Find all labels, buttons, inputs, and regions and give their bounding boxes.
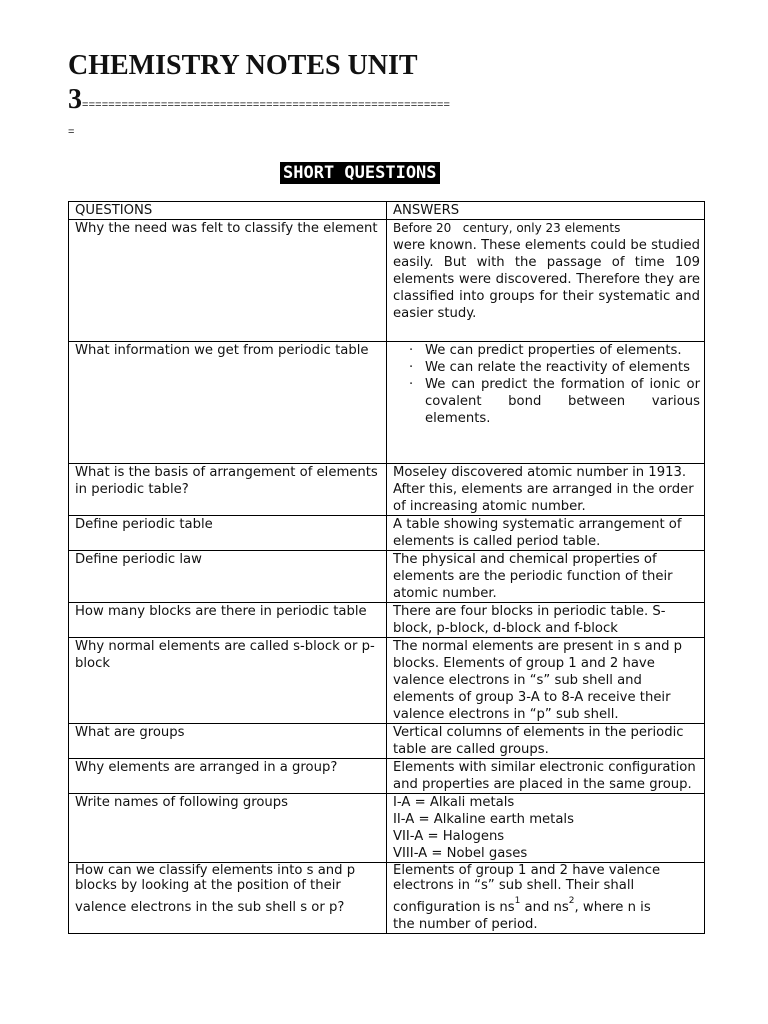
table-header-row [69, 202, 705, 220]
question-cell: What is the basis of arrangement of elements in periodic table? [69, 464, 387, 516]
table-row [69, 464, 705, 516]
title-rule: ======================================================== [82, 99, 451, 111]
answer-text: Elements of group 1 and 2 have valence electrons in “s” sub shell. Their shall [393, 863, 661, 893]
table-row [69, 759, 705, 794]
table-row [69, 342, 705, 464]
question-cell: Why normal elements are called s-block or p-block [69, 638, 387, 724]
answer-text: were known. These elements could be studied easily. But with the passage of time 109 elements were discovered. Therefore they are classified into groups for their systematic and easier study. [393, 238, 700, 321]
table-row [69, 551, 705, 603]
answer-cell: The physical and chemical properties of elements are the periodic function of their atomic number. [387, 551, 705, 603]
answer-first-line [393, 220, 700, 237]
table-row [69, 603, 705, 638]
group-name-line: VIII-A = Nobel gases [393, 846, 528, 861]
answer-cell: Vertical columns of elements in the periodic table are called groups. [387, 724, 705, 759]
table-row [69, 724, 705, 759]
title-text: CHEMISTRY NOTES UNIT [68, 50, 418, 81]
document-title [68, 50, 708, 82]
table-row [69, 794, 705, 863]
superscript: 2 [568, 896, 575, 906]
answer-cell [387, 863, 705, 934]
list-item: · We can relate the reactivity of elements [411, 359, 700, 376]
answer-cell: A table showing systematic arrangement of elements is called period table. [387, 516, 705, 551]
table-row [69, 220, 705, 342]
section-heading: SHORT QUESTIONS [280, 162, 440, 184]
qa-table [68, 201, 705, 934]
answer-text-part: configuration is ns [393, 900, 515, 915]
answer-cell: The normal elements are present in s and p blocks. Elements of group 1 and 2 have valence electrons in “s” sub shell and elements of group 3-A to 8-A receive their valence electrons in “p” sub shell. [387, 638, 705, 724]
answer-text-part: and ns [520, 900, 569, 915]
group-name-line: I-A = Alkali metals [393, 795, 515, 810]
answer-text-part: Before 20 [393, 221, 452, 235]
question-text: How can we classify elements into s and p blocks by looking at the position of their [75, 863, 356, 893]
question-cell: What are groups [69, 724, 387, 759]
question-cell: Define periodic law [69, 551, 387, 603]
answer-text-part: century, only 23 elements [451, 221, 621, 235]
superscript: 1 [514, 896, 521, 906]
list-item: · We can predict properties of elements. [411, 342, 700, 359]
title-number-line [68, 84, 708, 121]
answer-cell [387, 220, 705, 342]
question-cell: What information we get from periodic table [69, 342, 387, 464]
answer-bullet-list [387, 342, 700, 427]
question-cell: Define periodic table [69, 516, 387, 551]
title-rule-end: = [68, 126, 75, 138]
table-row [69, 863, 705, 934]
answer-text-part: , where n is [574, 900, 651, 915]
column-header-answers: ANSWERS [387, 202, 705, 220]
question-cell: How many blocks are there in periodic table [69, 603, 387, 638]
question-cell: Why the need was felt to classify the element [69, 220, 387, 342]
question-text: valence electrons in the sub shell s or p? [75, 900, 345, 915]
group-name-line: VII-A = Halogens [393, 829, 505, 844]
question-cell [69, 863, 387, 934]
answer-cell: There are four blocks in periodic table. S-block, p-block, d-block and f-block [387, 603, 705, 638]
table-row [69, 638, 705, 724]
title-number: 3 [68, 84, 82, 115]
group-name-line: II-A = Alkaline earth metals [393, 812, 574, 827]
question-cell: Write names of following groups [69, 794, 387, 863]
answer-text: the number of period. [393, 917, 538, 932]
answer-text [393, 896, 700, 916]
answer-cell: Moseley discovered atomic number in 1913. After this, elements are arranged in the order of increasing atomic number. [387, 464, 705, 516]
question-cell: Why elements are arranged in a group? [69, 759, 387, 794]
list-item: · We can predict the formation of ionic or covalent bond between various elements. [411, 376, 700, 427]
answer-cell [387, 342, 705, 464]
column-header-questions: QUESTIONS [69, 202, 387, 220]
table-row [69, 516, 705, 551]
answer-cell [387, 794, 705, 863]
answer-cell: Elements with similar electronic configuration and properties are placed in the same group. [387, 759, 705, 794]
